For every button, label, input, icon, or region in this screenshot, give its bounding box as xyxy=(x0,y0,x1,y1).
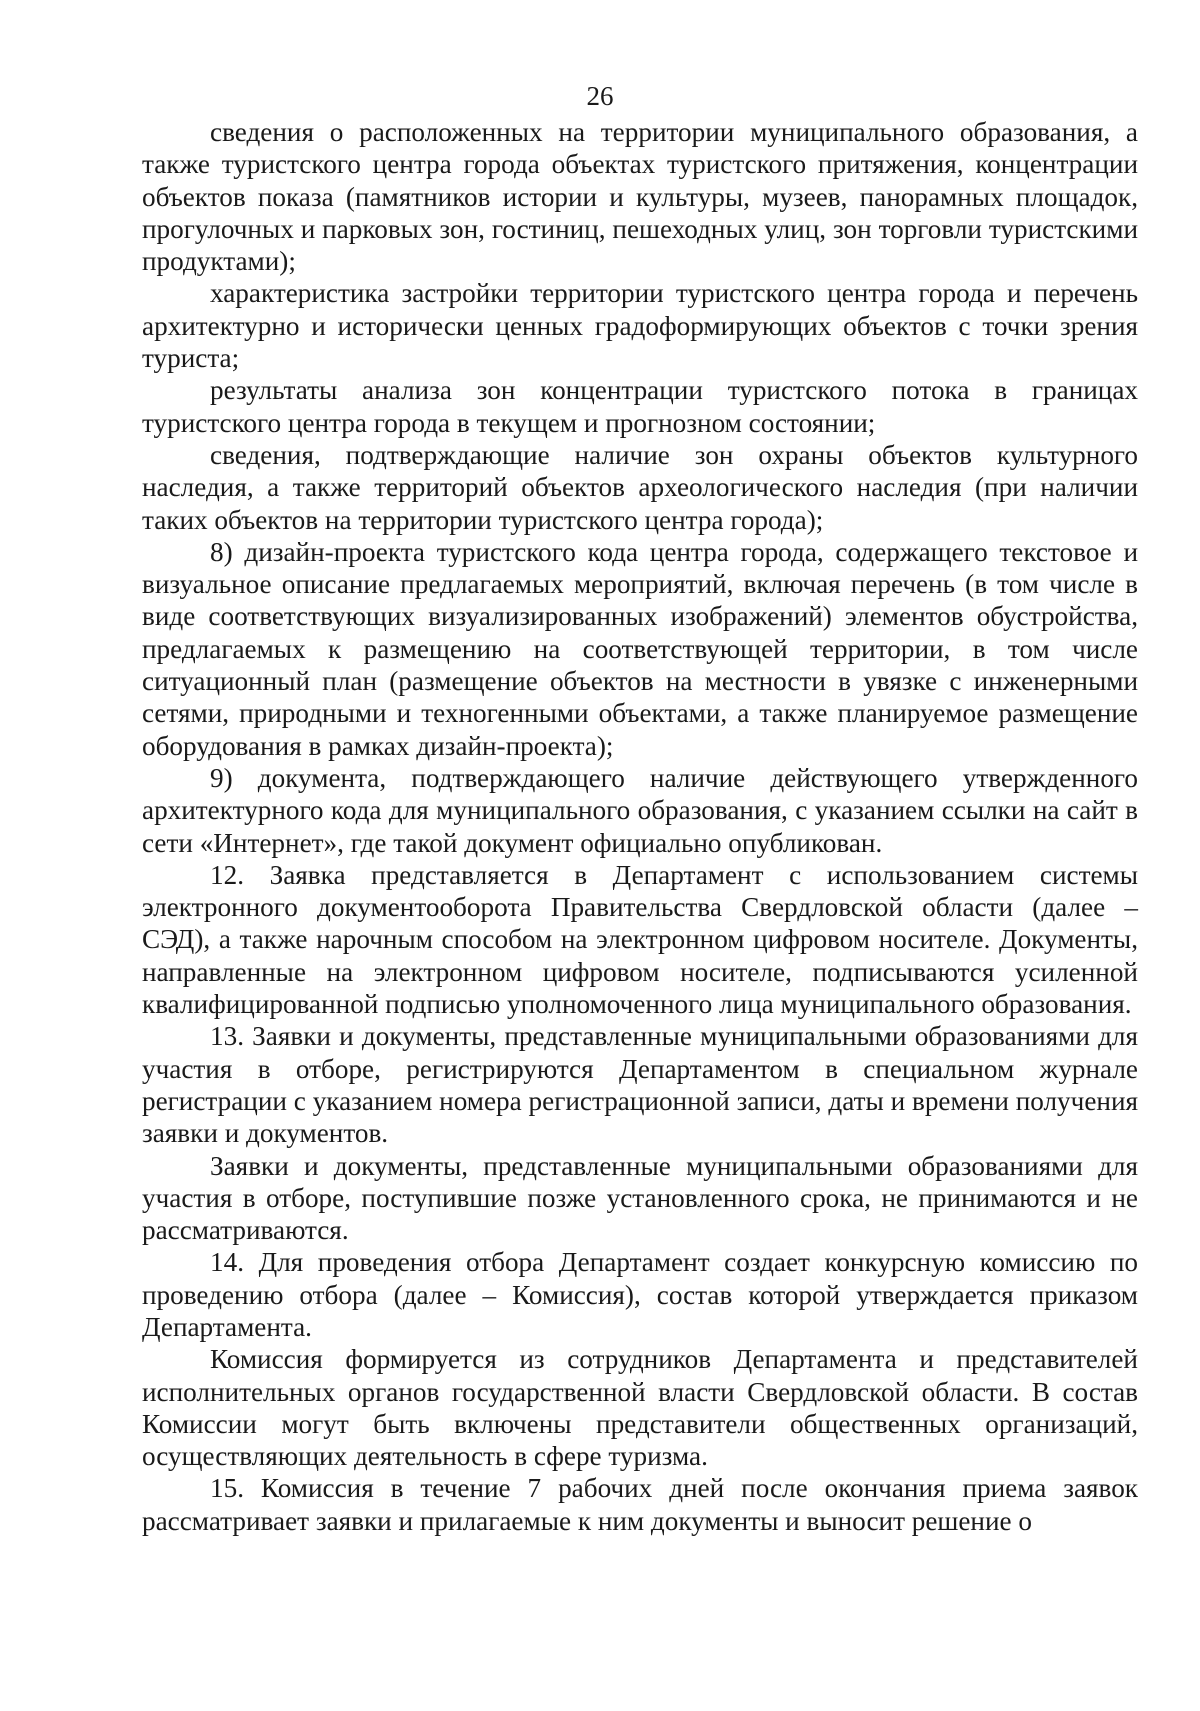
document-body xyxy=(142,116,1138,1537)
paragraph-late-applications: Заявки и документы, представленные муниципальными образованиями для участия в отборе, поступившие позже установленного срока, не принимаются и не рассматриваются. xyxy=(142,1150,1138,1246)
paragraph-clause-12: 12. Заявка представляется в Департамент с использованием системы электронного документооборота Правительства Свердловской области (далее – СЭД), а также нарочным способом на электронном цифровом носителе. Документы, направленные на электронном цифровом носителе, подписываются усиленной квалифицированной подписью уполномоченного лица муниципального образования. xyxy=(142,859,1138,1020)
paragraph-item-9-architectural-code: 9) документа, подтверждающего наличие действующего утвержденного архитектурного кода для муниципального образования, с указанием ссылки на сайт в сети «Интернет», где такой документ официально опубликован. xyxy=(142,762,1138,858)
paragraph-clause-13: 13. Заявки и документы, представленные муниципальными образованиями для участия в отборе, регистрируются Департаментом в специальном журнале регистрации с указанием номера регистрационной записи, даты и времени получения заявки и документов. xyxy=(142,1021,1138,1149)
paragraph-building-characteristics: характеристика застройки территории туристского центра города и перечень архитектурно и исторически ценных градоформирующих объектов с точки зрения туриста; xyxy=(142,278,1138,374)
paragraph-clause-14: 14. Для проведения отбора Департамент создает конкурсную комиссию по проведению отбора (далее – Комиссия), состав которой утверждается приказом Департамента. xyxy=(142,1247,1138,1342)
paragraph-item-8-design-project: 8) дизайн-проекта туристского кода центра города, содержащего текстовое и визуальное описание предлагаемых мероприятий, включая перечень (в том числе в виде соответствующих визуализированных изображений) элементов обустройства, предлагаемых к размещению на соответствующей территории, в том числе ситуационный план (размещение объектов на местности в увязке с инженерными сетями, природными и техногенными объектами, а также планируемое размещение оборудования в рамках дизайн-проекта); xyxy=(142,536,1138,761)
page-number: 26 xyxy=(586,81,614,111)
paragraph-heritage-zones: сведения, подтверждающие наличие зон охраны объектов культурного наследия, а также территорий объектов археологического наследия (при наличии таких объектов на территории туристского центра города); xyxy=(142,439,1138,535)
paragraph-commission-composition: Комиссия формируется из сотрудников Департамента и представителей исполнительных органов государственной власти Свердловской области. В состав Комиссии могут быть включены представители общественных организаций, осуществляющих деятельность в сфере туризма. xyxy=(142,1344,1138,1472)
paragraph-flow-analysis: результаты анализа зон концентрации туристского потока в границах туристского центра города в текущем и прогнозном состоянии; xyxy=(142,375,1138,438)
paragraph-clause-15: 15. Комиссия в течение 7 рабочих дней после окончания приема заявок рассматривает заявки и прилагаемые к ним документы и выносит решение о xyxy=(142,1473,1138,1536)
paragraph-tourist-objects: сведения о расположенных на территории муниципального образования, а также туристского центра города объектах туристского притяжения, концентрации объектов показа (памятников истории и культуры, музеев, панорамных площадок, прогулочных и парковых зон, гостиниц, пешеходных улиц, зон торговли туристскими продуктами); xyxy=(142,117,1138,277)
